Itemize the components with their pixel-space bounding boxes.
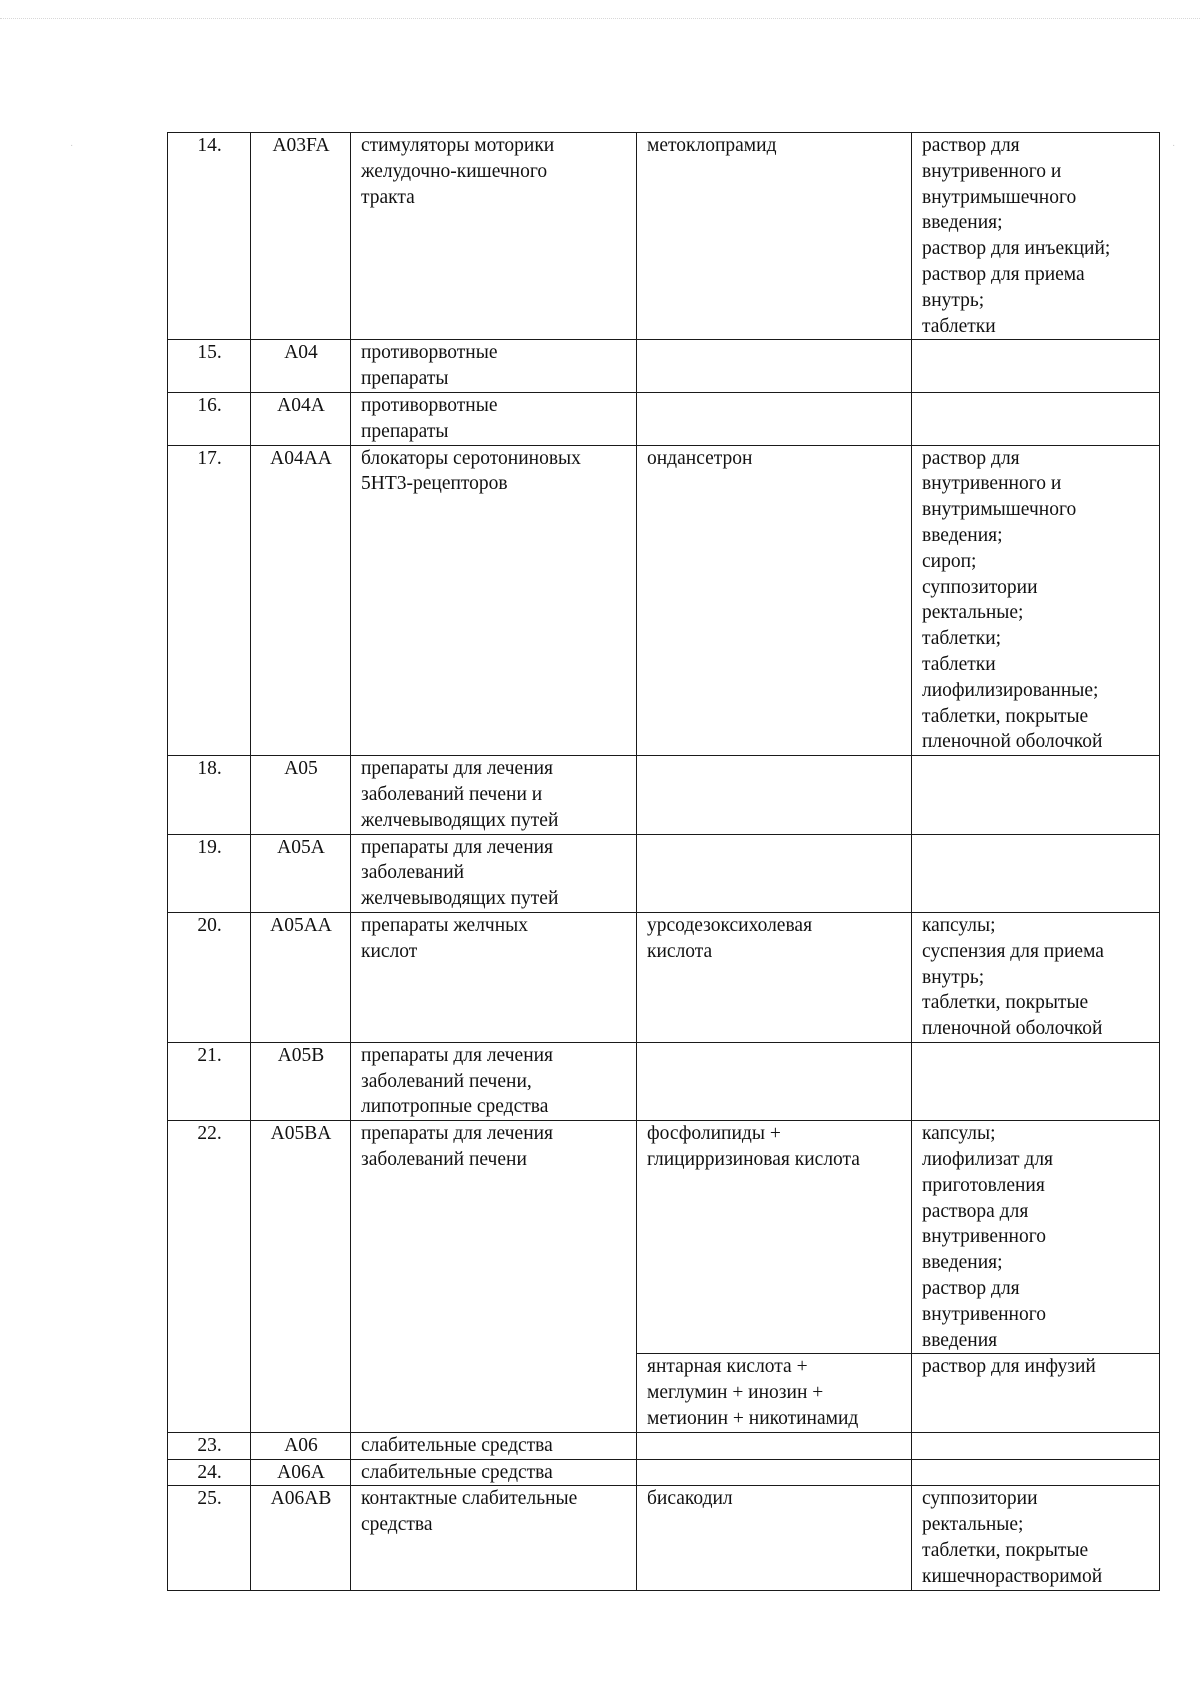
table-row	[168, 133, 1160, 340]
row-number-cell: 14.	[168, 133, 251, 340]
dosage-form-cell	[912, 756, 1160, 834]
atc-code-cell: A04	[251, 340, 351, 393]
dosage-form-line: внутривенного	[922, 1226, 1046, 1248]
row-number-cell: 23.	[168, 1432, 251, 1459]
dosage-form-cell	[912, 133, 1160, 340]
group-text-line: препараты для лечения	[361, 1044, 554, 1066]
drug-name-cell	[637, 133, 912, 340]
row-number-cell: 22.	[168, 1121, 251, 1433]
pharmacological-group-cell	[351, 1432, 637, 1459]
pharmacological-group-cell	[351, 1459, 637, 1486]
dosage-form-line: введения	[922, 1329, 998, 1351]
dosage-form-line: таблетки;	[922, 628, 1002, 650]
drug-name-cell	[637, 1121, 912, 1354]
drug-name-cell	[637, 912, 912, 1042]
dosage-form-line: раствор для	[922, 447, 1020, 469]
dosage-form-line: ректальные;	[922, 602, 1024, 624]
table-row	[168, 912, 1160, 1042]
atc-code-cell: A05B	[251, 1042, 351, 1120]
atc-code-cell: A03FA	[251, 133, 351, 340]
dosage-form-cell	[912, 834, 1160, 912]
row-number-cell: 17.	[168, 445, 251, 756]
group-text-line: препараты	[361, 368, 449, 390]
table-row	[168, 445, 1160, 756]
atc-code-cell: A05	[251, 756, 351, 834]
drug-name-line: метоклопрамид	[647, 135, 777, 156]
atc-code-cell: A04A	[251, 392, 351, 445]
dosage-form-cell	[912, 1459, 1160, 1486]
group-text-line: контактные слабительные	[361, 1488, 578, 1510]
group-text-line: желудочно-кишечного	[361, 160, 548, 182]
pharmacological-group-cell	[351, 1121, 637, 1433]
row-number-cell: 21.	[168, 1042, 251, 1120]
dosage-form-line: раствор для инъекций;	[922, 238, 1111, 260]
group-text-line: препараты для лечения	[361, 1123, 554, 1145]
drug-name-line: урсодезоксихолевая	[647, 914, 813, 936]
group-text-line: средства	[361, 1514, 433, 1536]
margin-mark-right: ·	[1172, 140, 1176, 151]
dosage-form-line: лиофилизированные;	[922, 679, 1099, 701]
group-text-line: липотропные средства	[361, 1096, 549, 1118]
drug-name-cell	[637, 756, 912, 834]
group-text-line: заболеваний печени и	[361, 783, 543, 805]
dosage-form-cell	[912, 445, 1160, 756]
pharmacological-group-cell	[351, 445, 637, 756]
pharmacological-group-cell	[351, 1042, 637, 1120]
dosage-form-line: лиофилизат для	[922, 1149, 1054, 1171]
group-text-line: стимуляторы моторики	[361, 135, 555, 156]
atc-code-cell: A06A	[251, 1459, 351, 1486]
dosage-form-line: внутримышечного	[922, 499, 1077, 521]
dosage-form-line: введения;	[922, 212, 1003, 234]
dosage-form-cell	[912, 392, 1160, 445]
dosage-form-line: таблетки, покрытые	[922, 992, 1089, 1014]
table-row	[168, 1486, 1160, 1590]
row-number-cell: 25.	[168, 1486, 251, 1590]
drug-name-line: кислота	[647, 940, 713, 962]
pharmacological-group-cell	[351, 1486, 637, 1590]
row-number-cell: 15.	[168, 340, 251, 393]
dosage-form-line: суспензия для приема	[922, 940, 1104, 962]
dosage-form-line: внутрь;	[922, 289, 985, 311]
group-text-line: слабительные средства	[361, 1434, 553, 1456]
group-text-line: заболеваний	[361, 862, 465, 884]
table-row	[168, 340, 1160, 393]
dosage-form-line: капсулы;	[922, 1123, 996, 1145]
dosage-form-line: приготовления	[922, 1174, 1045, 1196]
group-text-line: блокаторы серотониновых	[361, 447, 581, 469]
drug-name-line: метионин + никотинамид	[647, 1408, 859, 1430]
drug-name-cell	[637, 1486, 912, 1590]
dosage-form-line: пленочной оболочкой	[922, 1018, 1103, 1040]
dosage-form-cell	[912, 1354, 1160, 1432]
drug-name-line: глицирризиновая кислота	[647, 1149, 860, 1171]
drug-name-cell	[637, 392, 912, 445]
group-text-line: желчевыводящих путей	[361, 809, 559, 831]
group-text-line: тракта	[361, 186, 415, 208]
drug-name-cell	[637, 1354, 912, 1432]
drug-name-cell	[637, 834, 912, 912]
pharmacological-group-cell	[351, 340, 637, 393]
drug-name-cell	[637, 1432, 912, 1459]
group-text-line: заболеваний печени	[361, 1149, 527, 1171]
dosage-form-cell	[912, 1486, 1160, 1590]
scan-top-rule	[0, 18, 1200, 19]
dosage-form-line: таблетки	[922, 315, 996, 337]
table-row	[168, 392, 1160, 445]
dosage-form-line: пленочной оболочкой	[922, 731, 1103, 753]
dosage-form-line: внутривенного и	[922, 160, 1062, 182]
atc-code-cell: A05A	[251, 834, 351, 912]
row-number-cell: 24.	[168, 1459, 251, 1486]
atc-code-cell: A05AA	[251, 912, 351, 1042]
dosage-form-cell	[912, 912, 1160, 1042]
group-text-line: желчевыводящих путей	[361, 888, 559, 910]
margin-mark-left: ·	[70, 140, 74, 151]
group-text-line: 5HT3-рецепторов	[361, 473, 508, 495]
pharmacological-group-cell	[351, 756, 637, 834]
dosage-form-line: внутрь;	[922, 966, 985, 988]
pharmacological-group-cell	[351, 834, 637, 912]
table-row	[168, 834, 1160, 912]
medication-table	[167, 132, 1160, 1591]
dosage-form-line: таблетки	[922, 653, 996, 675]
dosage-form-cell	[912, 1042, 1160, 1120]
dosage-form-line: раствор для	[922, 135, 1020, 156]
group-text-line: препараты для лечения	[361, 836, 554, 858]
dosage-form-line: внутривенного	[922, 1303, 1046, 1325]
dosage-form-line: сироп;	[922, 550, 977, 572]
group-text-line: противорвотные	[361, 394, 498, 416]
dosage-form-line: таблетки, покрытые	[922, 705, 1089, 727]
atc-code-cell: A06AB	[251, 1486, 351, 1590]
drug-name-cell	[637, 445, 912, 756]
drug-name-line: фосфолипиды +	[647, 1123, 781, 1145]
group-text-line: слабительные средства	[361, 1461, 553, 1483]
dosage-form-line: таблетки, покрытые	[922, 1540, 1089, 1562]
dosage-form-line: суппозитории	[922, 576, 1038, 598]
drug-name-line: ондансетрон	[647, 447, 753, 469]
row-number-cell: 19.	[168, 834, 251, 912]
dosage-form-line: раствора для	[922, 1200, 1029, 1222]
drug-name-line: бисакодил	[647, 1488, 733, 1510]
drug-name-line: меглумин + инозин +	[647, 1382, 824, 1404]
pharmacological-group-cell	[351, 133, 637, 340]
dosage-form-cell	[912, 1121, 1160, 1354]
dosage-form-cell	[912, 1432, 1160, 1459]
dosage-form-line: введения;	[922, 1252, 1003, 1274]
group-text-line: препараты для лечения	[361, 758, 554, 780]
dosage-form-line: кишечнорастворимой	[922, 1565, 1103, 1587]
table-row	[168, 1459, 1160, 1486]
drug-name-line: янтарная кислота +	[647, 1356, 808, 1378]
row-number-cell: 18.	[168, 756, 251, 834]
drug-name-cell	[637, 1459, 912, 1486]
dosage-form-line: внутривенного и	[922, 473, 1062, 495]
group-text-line: кислот	[361, 940, 418, 962]
dosage-form-line: внутримышечного	[922, 186, 1077, 208]
atc-code-cell: A06	[251, 1432, 351, 1459]
pharmacological-group-cell	[351, 912, 637, 1042]
group-text-line: противорвотные	[361, 342, 498, 364]
atc-code-cell: A04AA	[251, 445, 351, 756]
dosage-form-line: раствор для приема	[922, 263, 1085, 285]
group-text-line: препараты желчных	[361, 914, 529, 936]
table-row	[168, 1121, 1160, 1354]
dosage-form-line: капсулы;	[922, 914, 996, 936]
dosage-form-line: раствор для	[922, 1278, 1020, 1300]
document-page	[167, 132, 1159, 1591]
dosage-form-line: суппозитории	[922, 1488, 1038, 1510]
pharmacological-group-cell	[351, 392, 637, 445]
drug-name-cell	[637, 340, 912, 393]
row-number-cell: 20.	[168, 912, 251, 1042]
drug-name-cell	[637, 1042, 912, 1120]
table-row	[168, 1432, 1160, 1459]
dosage-form-line: ректальные;	[922, 1514, 1024, 1536]
dosage-form-line: раствор для инфузий	[922, 1356, 1096, 1378]
dosage-form-cell	[912, 340, 1160, 393]
dosage-form-line: введения;	[922, 524, 1003, 546]
medication-table-body	[168, 133, 1160, 1591]
atc-code-cell: A05BA	[251, 1121, 351, 1433]
row-number-cell: 16.	[168, 392, 251, 445]
table-row	[168, 1042, 1160, 1120]
group-text-line: препараты	[361, 420, 449, 442]
group-text-line: заболеваний печени,	[361, 1070, 532, 1092]
table-row	[168, 756, 1160, 834]
